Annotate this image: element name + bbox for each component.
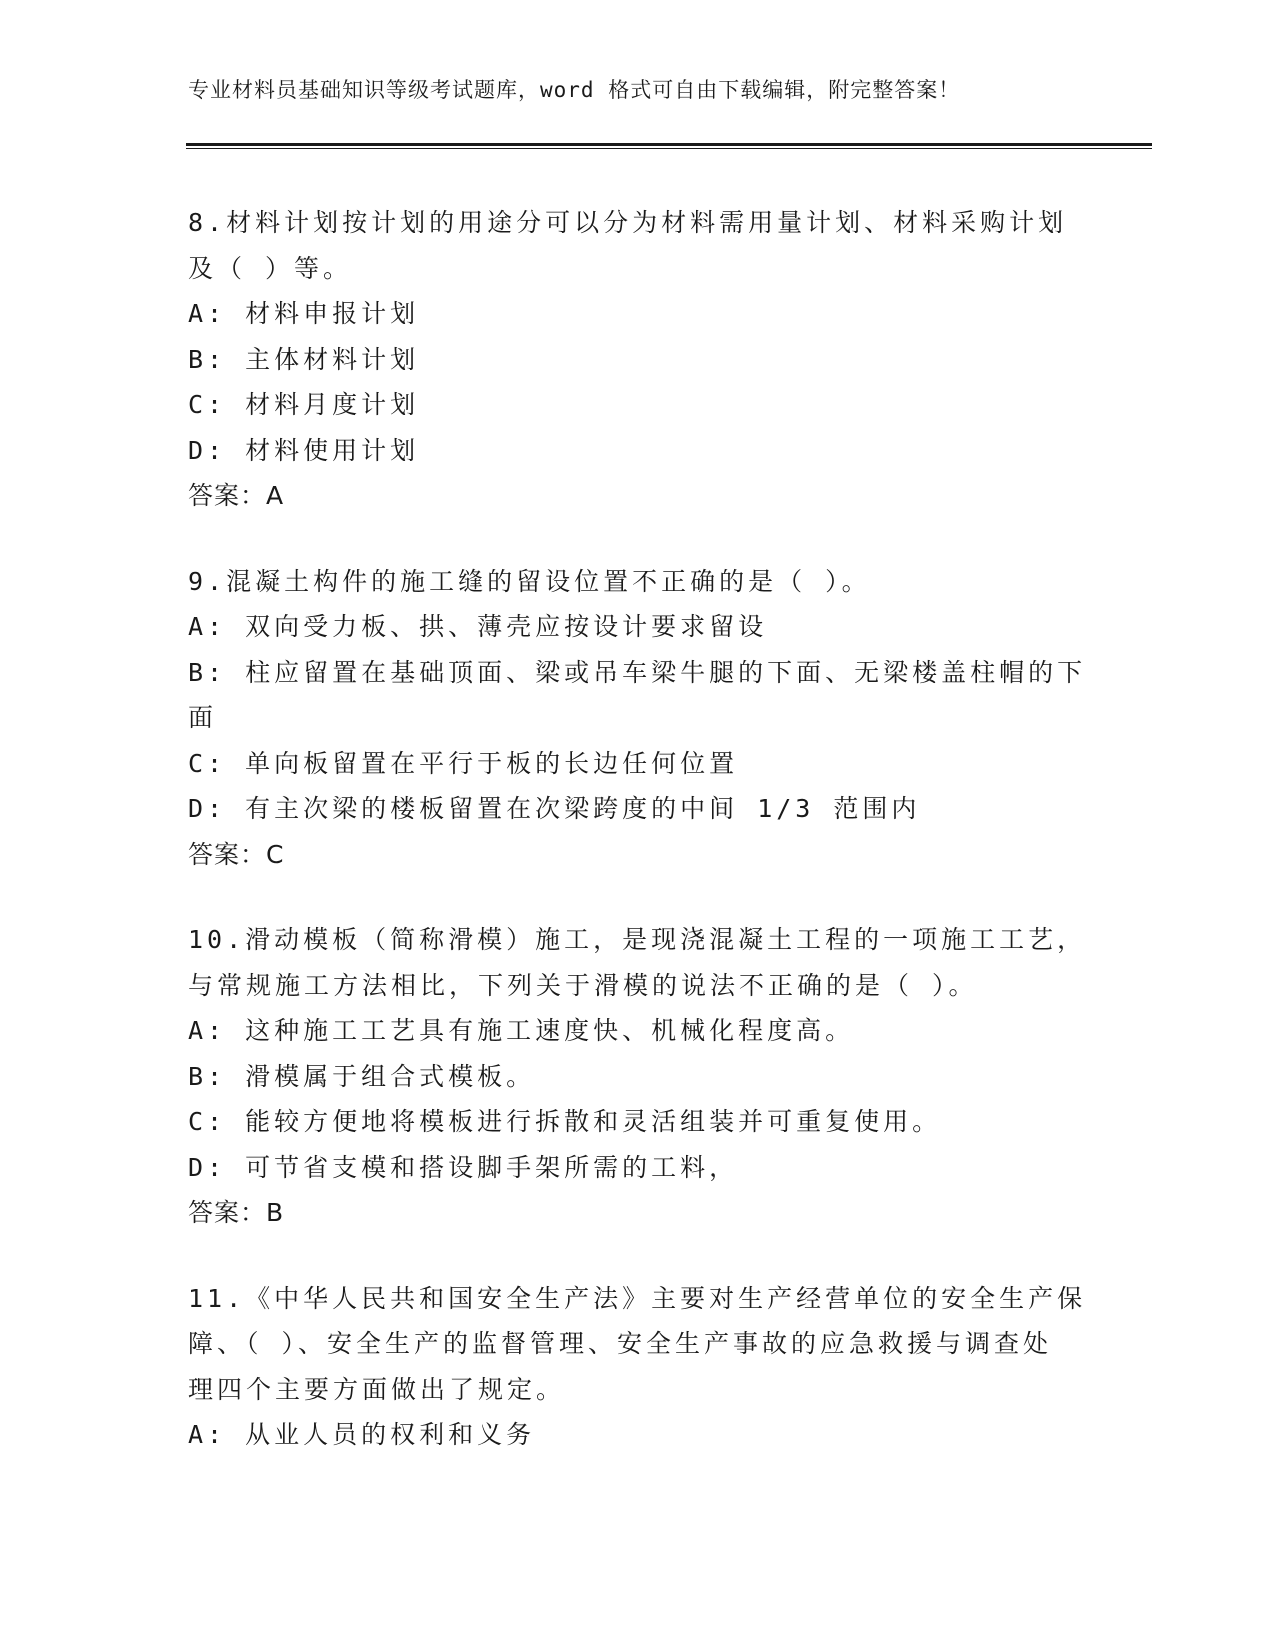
- question-stem-line: 理四个主要方面做出了规定。: [188, 1374, 566, 1404]
- question-stem-line: 与常规施工方法相比，下列关于滑模的说法不正确的是（ ）。: [188, 970, 978, 1000]
- option-line: D: 可节省支模和搭设脚手架所需的工料，: [188, 1152, 739, 1182]
- page-header: 专业材料员基础知识等级考试题库，word 格式可自由下载编辑，附完整答案！: [188, 78, 961, 102]
- option-line: A: 这种施工工艺具有施工速度快、机械化程度高。: [188, 1016, 855, 1045]
- header-divider-thin: [186, 148, 1152, 149]
- header-divider: [186, 143, 1152, 150]
- question-block: [188, 200, 1088, 519]
- option-line: B: 滑模属于组合式模板。: [188, 1061, 536, 1091]
- question-stem-line: 11.《中华人民共和国安全生产法》主要对生产经营单位的安全生产保: [188, 1283, 1087, 1313]
- question-block: [188, 1276, 1088, 1458]
- option-line: C: 单向板留置在平行于板的长边任何位置: [188, 748, 739, 778]
- question-block: [188, 559, 1088, 878]
- option-line: 面: [188, 703, 218, 732]
- question-stem-line: 障、（ ）、安全生产的监督管理、安全生产事故的应急救援与调查处: [188, 1329, 1053, 1358]
- option-line: B: 柱应留置在基础顶面、梁或吊车梁牛腿的下面、无梁楼盖柱帽的下: [188, 657, 1087, 687]
- option-line: D: 材料使用计划: [188, 435, 420, 465]
- question-block: [188, 917, 1088, 1236]
- question-stem-line: 及（ ）等。: [188, 253, 353, 283]
- option-line: C: 材料月度计划: [188, 390, 420, 419]
- question-stem-line: 10.滑动模板（简称滑模）施工，是现浇混凝土工程的一项施工工艺，: [188, 925, 1087, 954]
- question-list: [188, 200, 1088, 1498]
- option-line: A: 双向受力板、拱、薄壳应按设计要求留设: [188, 612, 768, 641]
- option-line: C: 能较方便地将模板进行拆散和灵活组装并可重复使用。: [188, 1107, 942, 1136]
- option-line: D: 有主次梁的楼板留置在次梁跨度的中间 1/3 范围内: [188, 794, 921, 823]
- answer-line: 答案：B: [188, 1198, 285, 1227]
- answer-line: 答案：A: [188, 481, 285, 510]
- question-stem-line: 9.混凝土构件的施工缝的留设位置不正确的是（ ）。: [188, 566, 871, 596]
- option-line: A: 材料申报计划: [188, 299, 420, 328]
- option-line: A: 从业人员的权利和义务: [188, 1420, 536, 1449]
- question-stem-line: 8.材料计划按计划的用途分可以分为材料需用量计划、材料采购计划: [188, 208, 1068, 237]
- option-line: B: 主体材料计划: [188, 344, 420, 374]
- answer-line: 答案：C: [188, 839, 285, 869]
- header-divider-thick: [186, 143, 1152, 146]
